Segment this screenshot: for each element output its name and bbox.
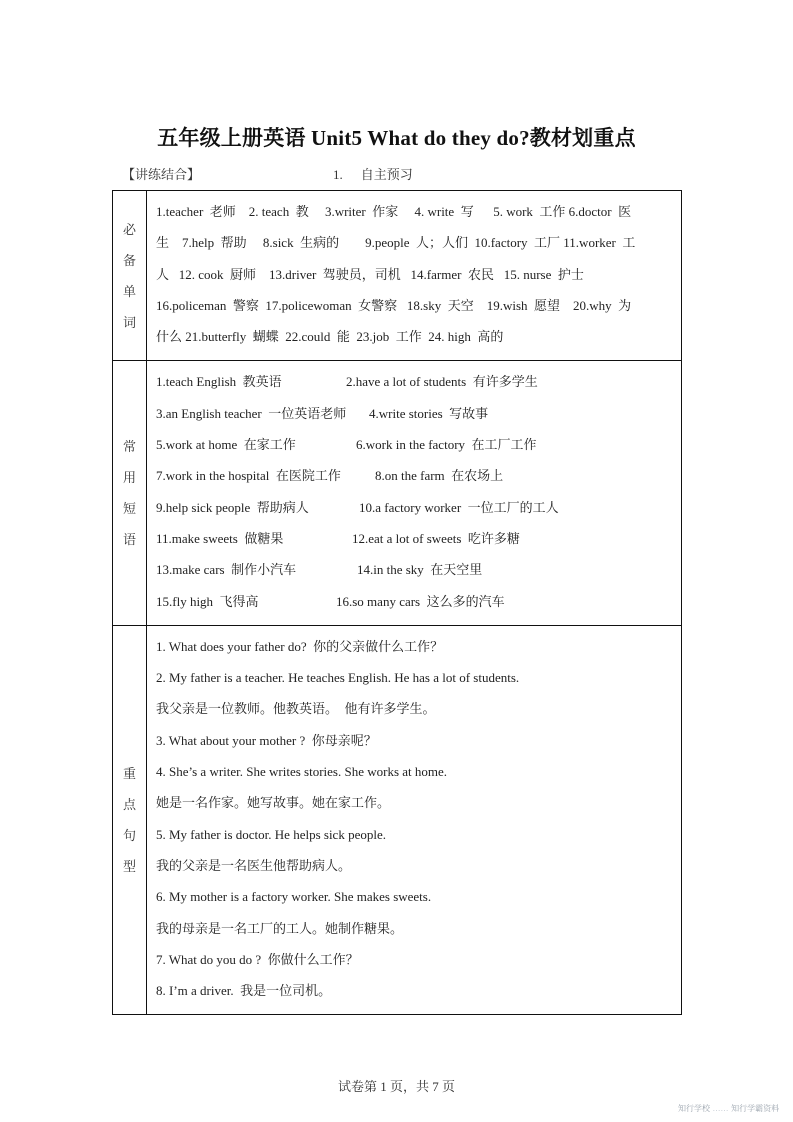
phrases-content-cell bbox=[147, 361, 682, 625]
category-char: 词 bbox=[122, 314, 136, 330]
phrase-row bbox=[156, 554, 673, 585]
sentences-category-cell bbox=[113, 625, 147, 1015]
phrase-item: 5.work at home 在家工作 bbox=[156, 437, 296, 453]
category-char: 语 bbox=[122, 532, 136, 548]
phrase-item: 7.work in the hospital 在医院工作 bbox=[156, 468, 341, 484]
phrase-row bbox=[156, 429, 673, 460]
phrase-row bbox=[156, 523, 673, 554]
phrase-item: 12.eat a lot of sweets 吃许多糖 bbox=[352, 530, 520, 546]
category-char: 点 bbox=[122, 797, 136, 813]
sentence-line: 2. My father is a teacher. He teaches English. He has a lot of students. bbox=[156, 670, 520, 686]
sentence-line: 1. What does your father do? 你的父亲做什么工作？ bbox=[156, 638, 444, 654]
phrase-row bbox=[156, 398, 673, 429]
vocab-line: 什么 21.butterfly 蝴蝶 22.could 能 23.job 工作 24. high 高的 bbox=[156, 329, 504, 345]
phrase-row bbox=[156, 460, 673, 491]
phrase-item: 9.help sick people 帮助病人 bbox=[156, 499, 309, 515]
category-char: 用 bbox=[122, 470, 136, 486]
sentence-line: 我父亲是一位教师。他教英语。 他有许多学生。 bbox=[156, 701, 436, 717]
vocab-line: 人 12. cook 厨师 13.driver 驾驶员，司机 14.farmer 农民 15. nurse 护士 bbox=[156, 266, 584, 282]
category-char: 备 bbox=[122, 252, 136, 268]
sentence-line: 我的母亲是一名工厂的工人。她制作糖果。 bbox=[156, 920, 404, 936]
section-heading bbox=[333, 164, 413, 183]
category-char: 短 bbox=[122, 501, 136, 517]
phrase-row bbox=[156, 586, 673, 617]
phrase-item: 2.have a lot of students 有许多学生 bbox=[346, 374, 538, 390]
sentence-line: 7. What do you do ? 你做什么工作？ bbox=[156, 951, 359, 967]
phrase-item: 10.a factory worker 一位工厂的工人 bbox=[359, 499, 559, 515]
phrases-category-cell bbox=[113, 361, 147, 625]
phrase-item: 11.make sweets 做糖果 bbox=[156, 530, 284, 546]
category-char: 型 bbox=[122, 859, 136, 875]
watermark-separator: …… bbox=[712, 1104, 729, 1113]
watermark bbox=[678, 1103, 779, 1114]
sentences-content-cell bbox=[147, 625, 682, 1015]
watermark-text: 知行学霸资料 bbox=[731, 1104, 780, 1113]
vocab-category-cell bbox=[113, 191, 147, 361]
phrase-item: 16.so many cars 这么多的汽车 bbox=[336, 593, 505, 609]
sentence-line: 8. I’m a driver. 我是一位司机。 bbox=[156, 983, 332, 999]
vocab-line: 16.policeman 警察 17.policewoman 女警察 18.sky 天空 19.wish 愿望 20.why 为 bbox=[156, 297, 632, 313]
phrase-item: 6.work in the factory 在工厂工作 bbox=[356, 437, 537, 453]
phrase-item: 4.write stories 写故事 bbox=[369, 405, 489, 421]
category-char: 单 bbox=[122, 283, 136, 299]
sentence-line: 我的父亲是一名医生他帮助病人。 bbox=[156, 857, 352, 873]
vocab-line: 1.teacher 老师 2. teach 教 3.writer 作家 4. write 写 5. work 工作 6.doctor 医 bbox=[156, 204, 632, 219]
phrase-row bbox=[156, 366, 673, 397]
phrase-item: 3.an English teacher 一位英语老师 bbox=[156, 405, 347, 421]
study-table bbox=[112, 190, 682, 1015]
category-char: 必 bbox=[122, 221, 136, 237]
page-footer: 试卷第 1 页，共 7 页 bbox=[337, 1079, 455, 1094]
phrase-row bbox=[156, 492, 673, 523]
sentences-row bbox=[113, 625, 682, 1015]
watermark-text: 知行学校 bbox=[678, 1104, 710, 1113]
vocab-line: 生 7.help 帮助 8.sick 生病的 9.people 人；人们 10.factory 工厂 11.worker 工 bbox=[156, 235, 636, 251]
phrase-item: 15.fly high 飞得高 bbox=[156, 593, 259, 609]
sentence-line: 6. My mother is a factory worker. She makes sweets. bbox=[156, 889, 432, 905]
sentence-line: 她是一名作家。她写故事。她在家工作。 bbox=[156, 795, 391, 811]
category-char: 常 bbox=[122, 439, 136, 455]
vocab-content-cell bbox=[147, 191, 682, 361]
section-title: 自主预习 bbox=[360, 167, 413, 182]
phrase-item: 8.on the farm 在农场上 bbox=[375, 468, 504, 484]
sentence-line: 3. What about your mother ? 你母亲呢？ bbox=[156, 732, 377, 748]
sentence-line: 4. She’s a writer. She writes stories. She works at home. bbox=[156, 764, 448, 780]
category-char: 重 bbox=[122, 766, 136, 782]
phrase-item: 1.teach English 教英语 bbox=[156, 374, 282, 390]
phrase-item: 14.in the sky 在天空里 bbox=[357, 562, 483, 578]
category-char: 句 bbox=[122, 828, 136, 844]
section-label: 【讲练结合】 bbox=[122, 167, 201, 182]
page-title: 五年级上册英语 Unit5 What do they do?教材划重点 bbox=[157, 126, 636, 150]
phrase-item: 13.make cars 制作小汽车 bbox=[156, 562, 297, 578]
sentence-line: 5. My father is doctor. He helps sick people. bbox=[156, 826, 386, 842]
phrases-row bbox=[113, 361, 682, 625]
section-number: 1. bbox=[333, 167, 343, 182]
vocab-row bbox=[113, 191, 682, 361]
